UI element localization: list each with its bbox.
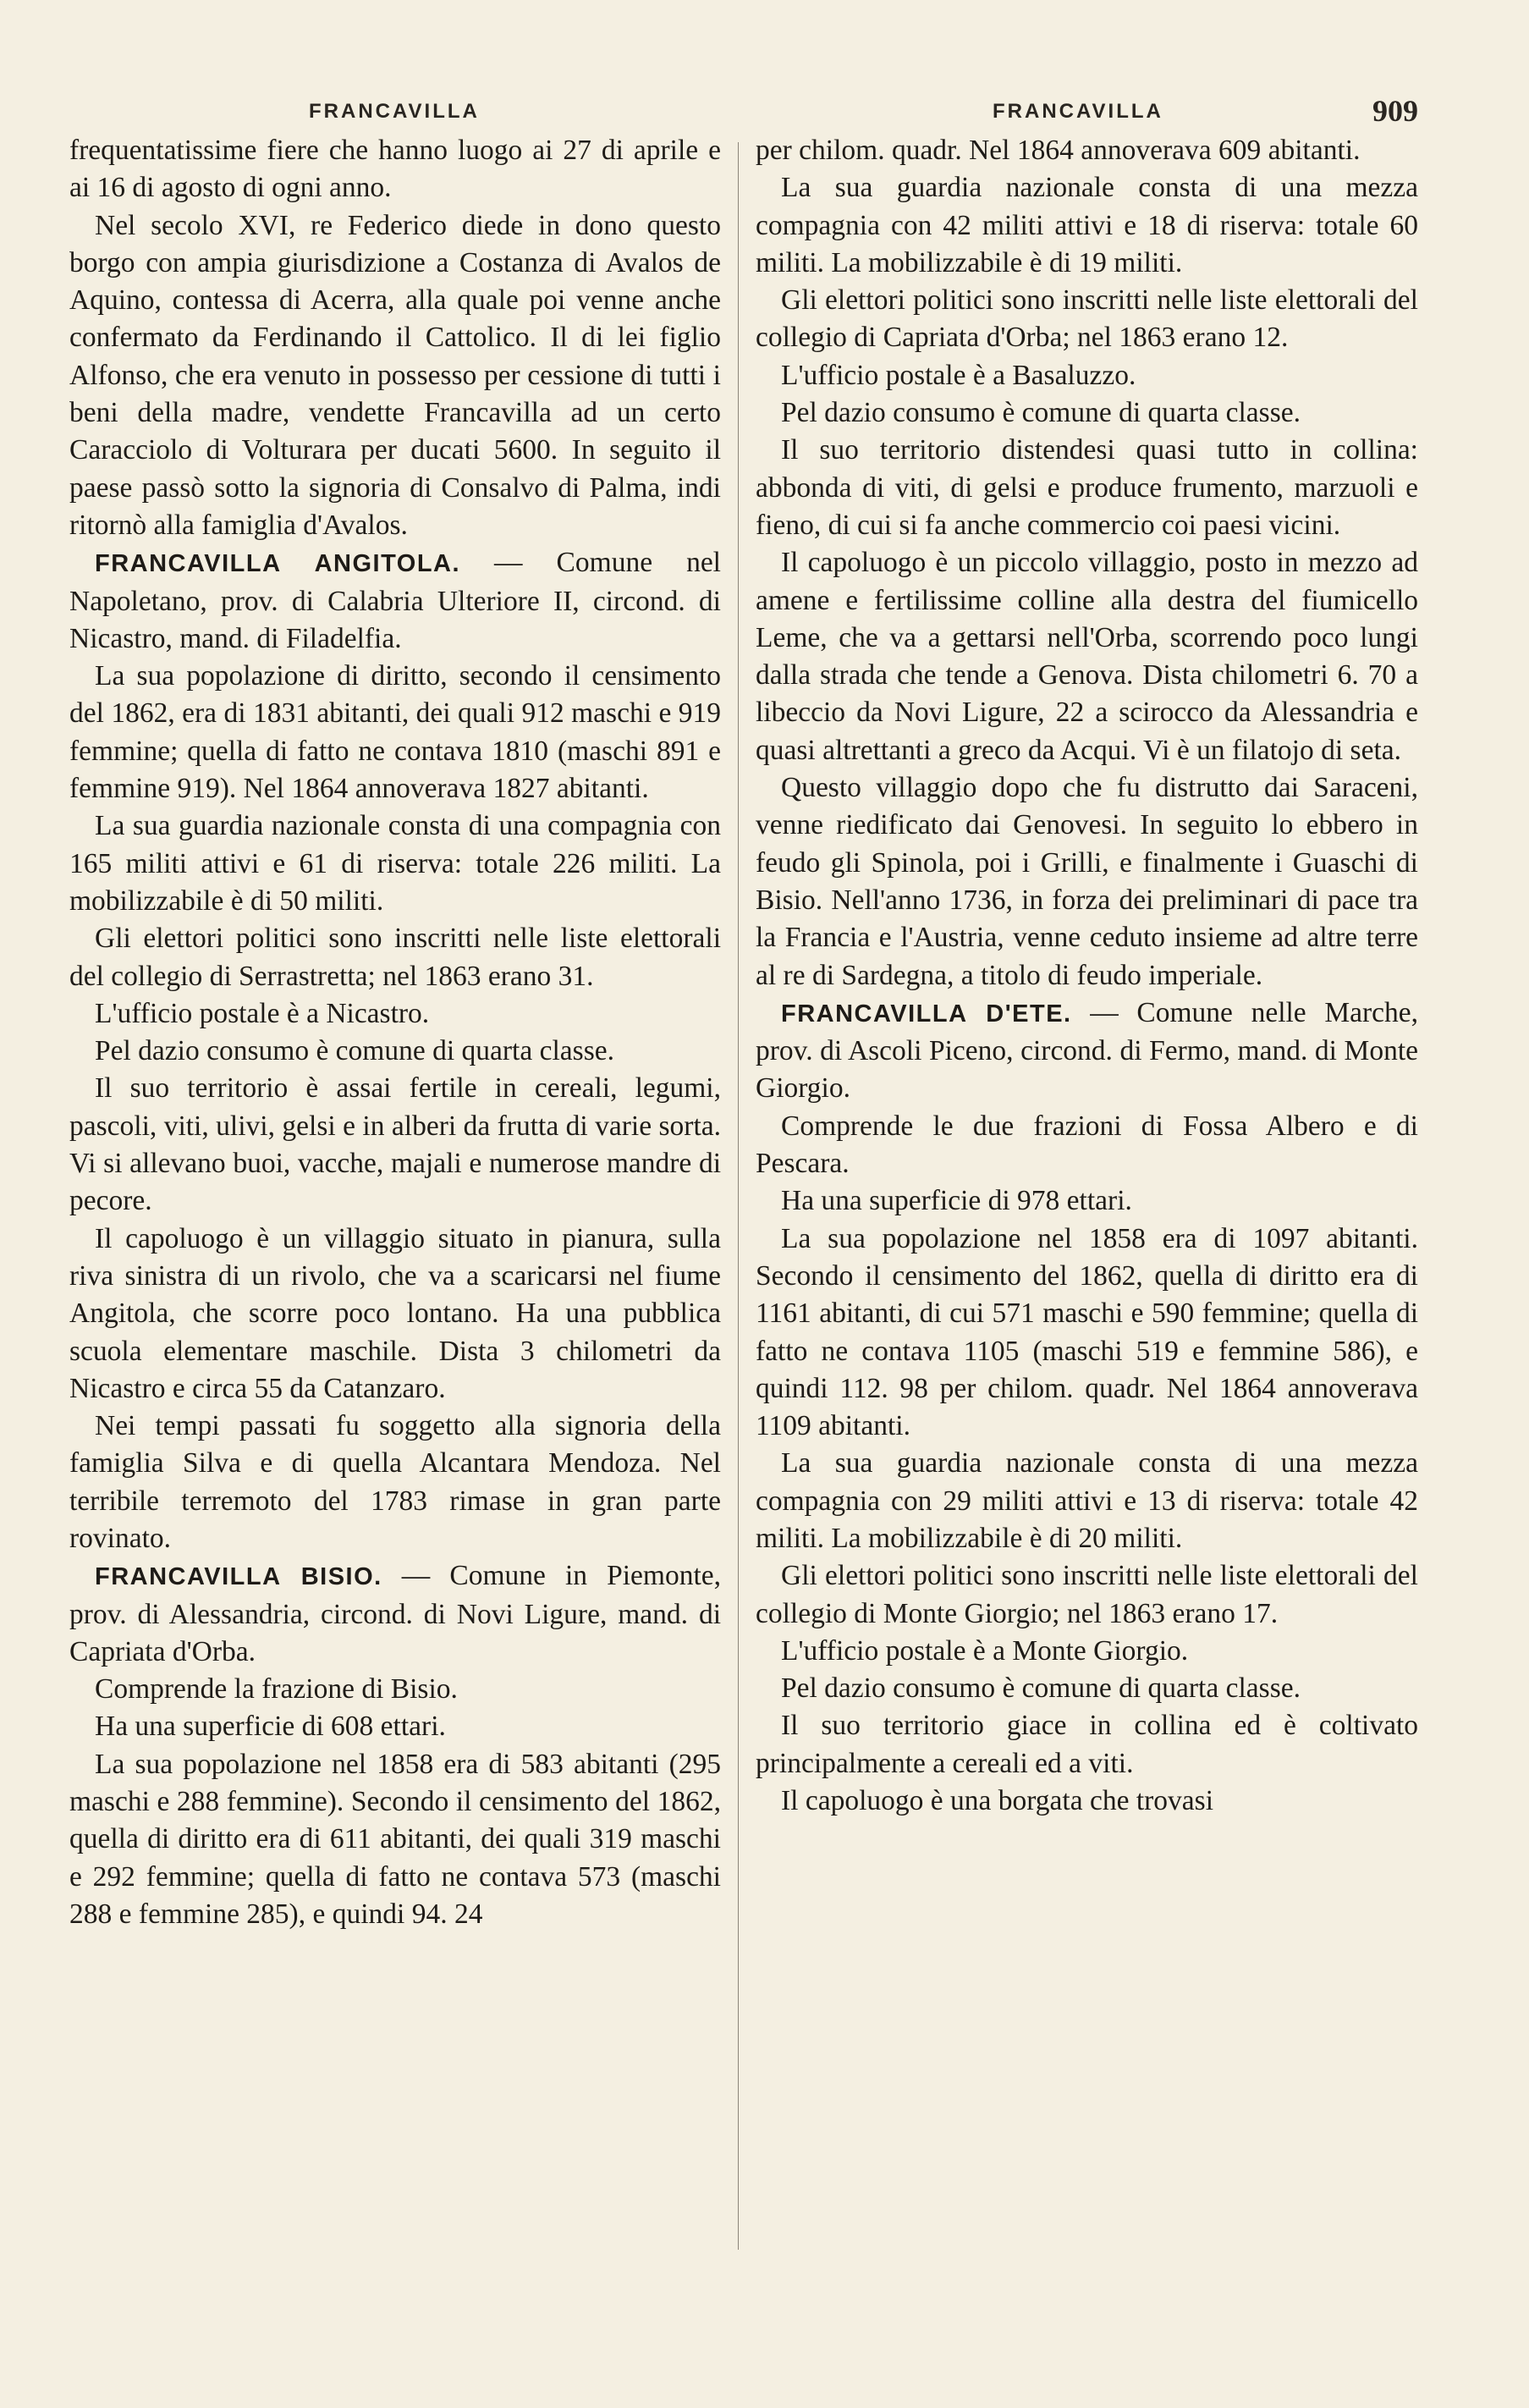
paragraph: Il suo territorio distendesi quasi tutto in collina: abbonda di viti, di gelsi e produce frumento, marzuoli e fieno, di cui si fa anche commercio coi paesi vicini. (756, 434, 1418, 541)
paragraph: Questo villaggio dopo che fu distrutto dai Saraceni, venne riedificato dai Genovesi. In seguito lo ebbero in feudo gli Spinola, poi i Grilli, e finalmente i Guaschi di Bisio. Nell'anno 1736, in forza dei preliminari di pace tra la Francia e l'Austria, venne ceduto insieme ad altre terre al re di Sardegna, a titolo di feudo imperiale. (756, 772, 1418, 991)
paragraph: La sua popolazione nel 1858 era di 583 abitanti (295 maschi e 288 femmine). Secondo il censimento del 1862, quella di diritto era di 611 abitanti, dei quali 319 maschi e 292 femmine; quella di fatto ne contava 573 (maschi 288 e femmine 285), e quindi 94. 24 (69, 1748, 721, 1930)
paragraph: La sua guardia nazionale consta di una mezza compagnia con 42 militi attivi e 18 di riserva: totale 60 militi. La mobilizzabile è di 19 militi. (756, 172, 1418, 278)
paragraph: La sua guardia nazionale consta di una compagnia con 165 militi attivi e 61 di riserva: totale 226 militi. La mobilizzabile è di 50 militi. (69, 810, 721, 917)
paragraph: Pel dazio consumo è comune di quarta classe. (781, 397, 1301, 429)
paragraph: Gli elettori politici sono inscritti nelle liste elettorali del collegio di Capriata d'Orba; nel 1863 erano 12. (756, 284, 1418, 354)
paragraph: La sua popolazione di diritto, secondo il censimento del 1862, era di 1831 abitanti, dei quali 912 maschi e 919 femmine; quella di fatto ne contava 1810 (maschi 891 e femmine 919). Nel 1864 annoverava 1827 abitanti. (69, 660, 721, 805)
paragraph: Nel secolo XVI, re Federico diede in dono questo borgo con ampia giurisdizione a Costanza di Avalos de Aquino, contessa di Acerra, alla quale poi venne anche confermato da Ferdinando il Cattolico. Il di lei figlio Alfonso, che era venuto in possesso per cessione di tutti i beni della madre, vendette Francavilla ad un certo Caracciolo di Volturara per ducati 5600. In seguito il paese passò sotto la signoria di Consalvo di Palma, indi ritornò alla famiglia d'Avalos. (69, 209, 721, 541)
left-running-head: FRANCAVILLA (309, 100, 480, 123)
paragraph: Il suo territorio è assai fertile in cereali, legumi, pascoli, viti, ulivi, gelsi e in alberi da frutta di varie sorta. Vi si allevano buoi, vacche, majali e numerose mandre di pecore. (69, 1072, 721, 1217)
column-divider (738, 142, 739, 2250)
page-number: 909 (1372, 94, 1418, 128)
entry-text: — Comune in Piemonte, prov. di Alessandria, circond. di Novi Ligure, mand. di Capriata d'Orba. (69, 1560, 721, 1667)
entry-paragraph (69, 1557, 721, 1671)
paragraph: L'ufficio postale è a Basaluzzo. (781, 359, 1136, 391)
entry-paragraph (69, 544, 721, 658)
paragraph: Nei tempi passati fu soggetto alla signoria della famiglia Silva e di quella Alcantara Mendoza. Nel terribile terremoto del 1783 rimase in gran parte rovinato. (69, 1410, 721, 1554)
right-column (756, 132, 1418, 1820)
paragraph: L'ufficio postale è a Nicastro. (95, 997, 430, 1029)
entry-paragraph (756, 995, 1418, 1108)
paragraph: La sua guardia nazionale consta di una mezza compagnia con 29 militi attivi e 13 di riserva: totale 42 militi. La mobilizzabile è di 20 militi. (756, 1447, 1418, 1554)
entry-heading: FRANCAVILLA BISIO. (95, 1563, 382, 1591)
paragraph: Il capoluogo è un piccolo villaggio, posto in mezzo ad amene e fertilissime colline alla destra del fiumicello Leme, che va a gettarsi nell'Orba, scorrendo poco lungi dalla strada che tende a Genova. Dista chilometri 6. 70 a libeccio da Novi Ligure, 22 a scirocco da Alessandria e quasi altrettanti a greco da Acqui. Vi è un filatojo di seta. (756, 547, 1418, 766)
paragraph: Ha una superficie di 608 ettari. (95, 1711, 446, 1743)
paragraph: Ha una superficie di 978 ettari. (781, 1185, 1132, 1217)
paragraph: Il capoluogo è una borgata che trovasi (781, 1785, 1214, 1817)
paragraph: L'ufficio postale è a Monte Giorgio. (781, 1634, 1189, 1667)
right-running-head: FRANCAVILLA (993, 100, 1163, 123)
entry-heading: FRANCAVILLA ANGITOLA. (95, 550, 461, 578)
entry-heading: FRANCAVILLA D'ETE. (781, 1000, 1072, 1028)
paragraph: Pel dazio consumo è comune di quarta classe. (781, 1672, 1301, 1705)
paragraph: La sua popolazione nel 1858 era di 1097 abitanti. Secondo il censimento del 1862, quella di diritto era di 1161 abitanti, di cui 571 maschi e 590 femmine; quella di fatto ne contava 1105 (maschi 519 e femmine 586), e quindi 112. 98 per chilom. quadr. Nel 1864 annoverava 1109 abitanti. (756, 1222, 1418, 1442)
paragraph: Pel dazio consumo è comune di quarta classe. (95, 1035, 614, 1067)
paragraph: Gli elettori politici sono inscritti nelle liste elettorali del collegio di Serrastretta; nel 1863 erano 31. (69, 923, 721, 992)
continued-paragraph: frequentatissime fiere che hanno luogo ai 27 di aprile e ai 16 di agosto di ogni anno. (69, 135, 721, 204)
paragraph: Comprende le due frazioni di Fossa Albero e di Pescara. (756, 1110, 1418, 1180)
entry-text: — Comune nel Napoletano, prov. di Calabria Ulteriore II, circond. di Nicastro, mand. di Filadelfia. (69, 547, 721, 654)
paragraph: Il capoluogo è un villaggio situato in pianura, sulla riva sinistra di un rivolo, che va a scaricarsi nel fiume Angitola, che scorre poco lontano. Ha una pubblica scuola elementare maschile. Dista 3 chilometri da Nicastro e circa 55 da Catanzaro. (69, 1222, 721, 1404)
left-column (69, 132, 721, 1933)
paragraph: Il suo territorio giace in collina ed è coltivato principalmente a cereali ed a viti. (756, 1710, 1418, 1779)
continued-paragraph: per chilom. quadr. Nel 1864 annoverava 609 abitanti. (756, 135, 1361, 166)
paragraph: Comprende la frazione di Bisio. (95, 1673, 458, 1705)
paragraph: Gli elettori politici sono inscritti nelle liste elettorali del collegio di Monte Giorgio; nel 1863 erano 17. (756, 1560, 1418, 1629)
entry-text: — Comune nelle Marche, prov. di Ascoli Piceno, circond. di Fermo, mand. di Monte Giorgio. (756, 996, 1418, 1105)
